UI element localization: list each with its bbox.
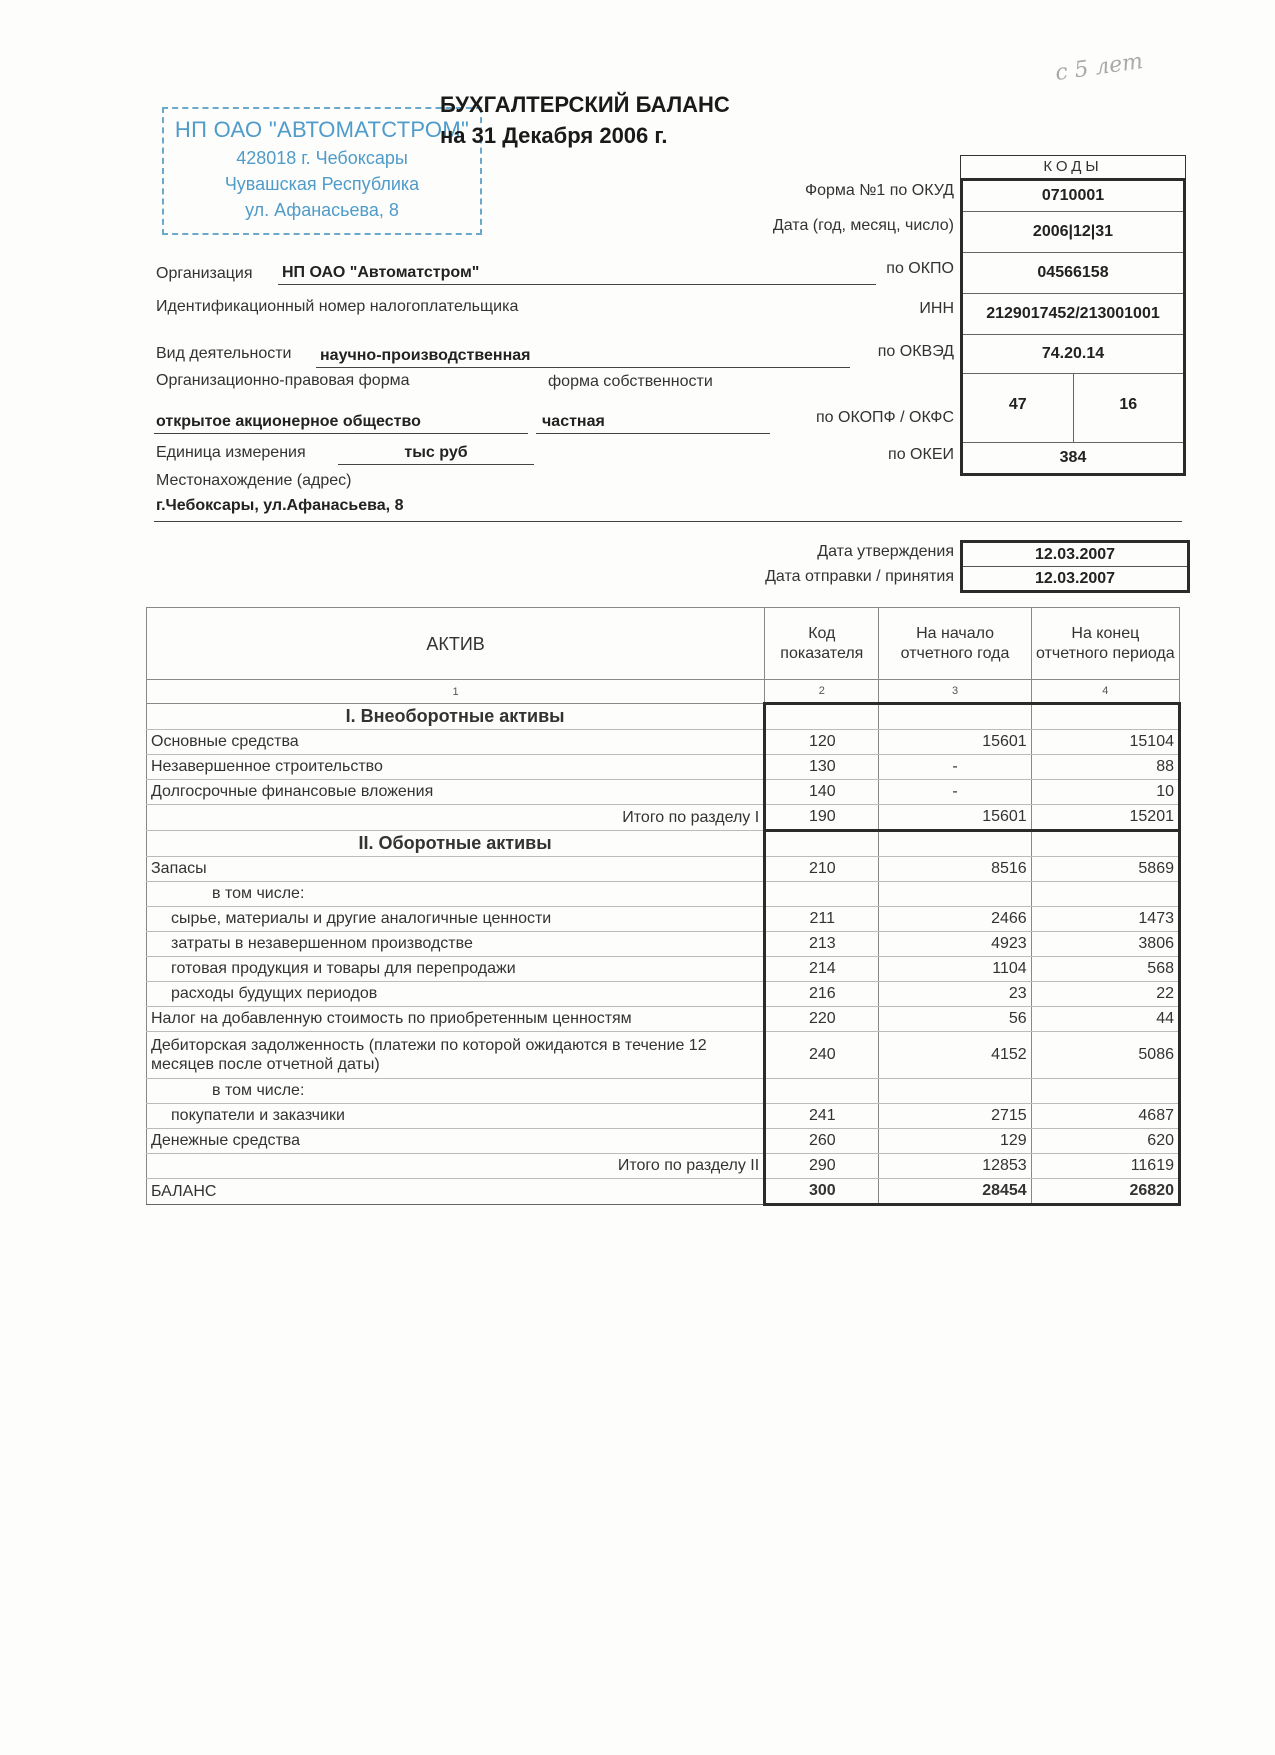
table-row [147,982,1180,1007]
row-end: 10 [1031,780,1179,805]
row-start: - [879,755,1031,780]
table-row [147,780,1180,805]
okud-label: Форма №1 по ОКУД [804,182,954,199]
row-name: в том числе: [147,1079,765,1104]
row-start: 28454 [879,1179,1031,1205]
row-start: 56 [879,1007,1031,1032]
column-index: 1 [147,680,765,704]
table-row [147,857,1180,882]
approval-date-label: Дата утверждения [817,543,954,560]
table-row [147,932,1180,957]
row-start: 8516 [879,857,1031,882]
sent-date: 12.03.2007 [1034,570,1116,587]
stamp-region: Чувашская Республика [224,174,420,194]
column-index: 2 [765,680,879,704]
row-end: 1473 [1031,907,1179,932]
table-row [147,882,1180,907]
inn-code-label: ИНН [919,300,954,317]
legal-form-label: Организационно-правовая форма [156,372,410,389]
row-name: II. Оборотные активы [147,831,765,857]
table-row-total [147,1154,1180,1179]
row-name: в том числе: [147,882,765,907]
row-code: 213 [765,932,879,957]
column-header-code: Код показателя [765,608,879,680]
table-row [147,1007,1180,1032]
row-name: Дебиторская задолженность (платежи по которой ожидаются в течение 12 месяцев после отчетной даты) [147,1032,765,1079]
row-start: 15601 [879,730,1031,755]
okei-label: по ОКЕИ [888,446,954,463]
row-end: 15104 [1031,730,1179,755]
okved-label: по ОКВЭД [877,343,954,360]
row-end: 88 [1031,755,1179,780]
row-start: - [879,780,1031,805]
row-start: 129 [879,1129,1031,1154]
legal-form-value: открытое акционерное общество [154,413,528,434]
row-code: 240 [765,1032,879,1079]
address-label: Местонахождение (адрес) [156,472,352,489]
row-end: 5086 [1031,1032,1179,1079]
row-name: Денежные средства [147,1129,765,1154]
inn-code: 2129017452/213001001 [963,294,1183,335]
row-name: I. Внеоборотные активы [147,704,765,730]
table-row [147,907,1180,932]
row-end [1031,1079,1179,1104]
column-index: 3 [879,680,1031,704]
table-row [147,755,1180,780]
row-start: 4152 [879,1032,1031,1079]
unit-label: Единица измерения [156,444,306,461]
okved-code: 74.20.14 [963,335,1183,374]
row-start [879,704,1031,730]
row-start: 4923 [879,932,1031,957]
address-value: г.Чебоксары, ул.Афанасьева, 8 [154,497,1182,522]
row-start: 15601 [879,805,1031,831]
row-code: 220 [765,1007,879,1032]
row-name: Долгосрочные финансовые вложения [147,780,765,805]
row-code: 190 [765,805,879,831]
stamp-city: 428018 г. Чебоксары [236,148,408,168]
row-end: 5869 [1031,857,1179,882]
row-code: 120 [765,730,879,755]
row-code: 241 [765,1104,879,1129]
ownership-label: форма собственности [548,373,713,390]
column-header-asset: АКТИВ [147,608,765,680]
codes-heading: КОДЫ [960,155,1186,178]
row-code [765,831,879,857]
column-header-start: На начало отчетного года [879,608,1031,680]
row-end: 22 [1031,982,1179,1007]
row-code: 300 [765,1179,879,1205]
row-name: покупатели и заказчики [147,1104,765,1129]
okopf-code: 47 [963,374,1074,442]
stamp-company-name: НП ОАО "АВТОМАТСТРОМ" [174,117,470,142]
table-row-section [147,704,1180,730]
date-code: 2006|12|31 [963,212,1183,253]
row-code: 210 [765,857,879,882]
okei-code: 384 [1059,449,1087,466]
stamp-street: ул. Афанасьева, 8 [245,200,399,220]
row-name: Запасы [147,857,765,882]
balance-table [146,607,1181,1206]
row-name: Итого по разделу II [147,1154,765,1179]
row-start: 23 [879,982,1031,1007]
row-end [1031,831,1179,857]
row-end: 568 [1031,957,1179,982]
table-row [147,957,1180,982]
row-code [765,1079,879,1104]
row-start: 12853 [879,1154,1031,1179]
okud-code: 0710001 [963,181,1183,212]
row-start: 1104 [879,957,1031,982]
codes-box [960,155,1186,476]
row-name: готовая продукция и товары для перепродажи [147,957,765,982]
row-code: 211 [765,907,879,932]
row-end: 11619 [1031,1154,1179,1179]
row-code: 290 [765,1154,879,1179]
column-index: 4 [1031,680,1179,704]
row-end: 4687 [1031,1104,1179,1129]
row-start: 2715 [879,1104,1031,1129]
okpo-label: по ОКПО [886,260,954,277]
row-name: расходы будущих периодов [147,982,765,1007]
document-subtitle: на 31 Декабря 2006 г. [440,123,668,148]
activity-label: Вид деятельности [156,345,292,362]
row-name: Основные средства [147,730,765,755]
row-start [879,882,1031,907]
table-row-total [147,805,1180,831]
row-start: 2466 [879,907,1031,932]
column-header-end: На конец отчетного периода [1031,608,1179,680]
org-value: НП ОАО "Автоматстром" [278,264,876,285]
row-end: 44 [1031,1007,1179,1032]
row-code [765,882,879,907]
table-row-balance [147,1179,1180,1205]
org-label: Организация [156,265,253,282]
document-title: БУХГАЛТЕРСКИЙ БАЛАНС [440,92,730,117]
table-row [147,1129,1180,1154]
okpo-code: 04566158 [963,253,1183,294]
row-end: 26820 [1031,1179,1179,1205]
okopf-okfs-label: по ОКОПФ / ОКФС [816,409,954,426]
row-name: Итого по разделу I [147,805,765,831]
unit-value: тыс руб [338,444,534,465]
row-code: 216 [765,982,879,1007]
row-name: БАЛАНС [147,1179,765,1205]
table-row [147,730,1180,755]
company-stamp [162,107,482,235]
okfs-code: 16 [1119,396,1138,413]
row-name: Незавершенное строительство [147,755,765,780]
row-name: сырье, материалы и другие аналогичные ценности [147,907,765,932]
row-start [879,1079,1031,1104]
row-start [879,831,1031,857]
inn-label: Идентификационный номер налогоплательщика [156,298,519,315]
row-end: 620 [1031,1129,1179,1154]
row-end: 3806 [1031,932,1179,957]
row-code: 130 [765,755,879,780]
row-code: 214 [765,957,879,982]
row-end [1031,882,1179,907]
ownership-value: частная [536,413,770,434]
row-name: Налог на добавленную стоимость по приобретенным ценностям [147,1007,765,1032]
table-row [147,1104,1180,1129]
row-name: затраты в незавершенном производстве [147,932,765,957]
date-label: Дата (год, месяц, число) [772,217,954,234]
row-code [765,704,879,730]
row-code: 140 [765,780,879,805]
row-code: 260 [765,1129,879,1154]
dates-box [960,540,1190,593]
row-end: 15201 [1031,805,1179,831]
table-row [147,1032,1180,1079]
handwritten-note: с 5 лет [1053,48,1145,87]
approval-date: 12.03.2007 [963,543,1187,567]
table-row [147,1079,1180,1104]
activity-value: научно-производственная [316,347,850,368]
table-row-section [147,831,1180,857]
sent-date-label: Дата отправки / принятия [765,568,954,585]
row-end [1031,704,1179,730]
